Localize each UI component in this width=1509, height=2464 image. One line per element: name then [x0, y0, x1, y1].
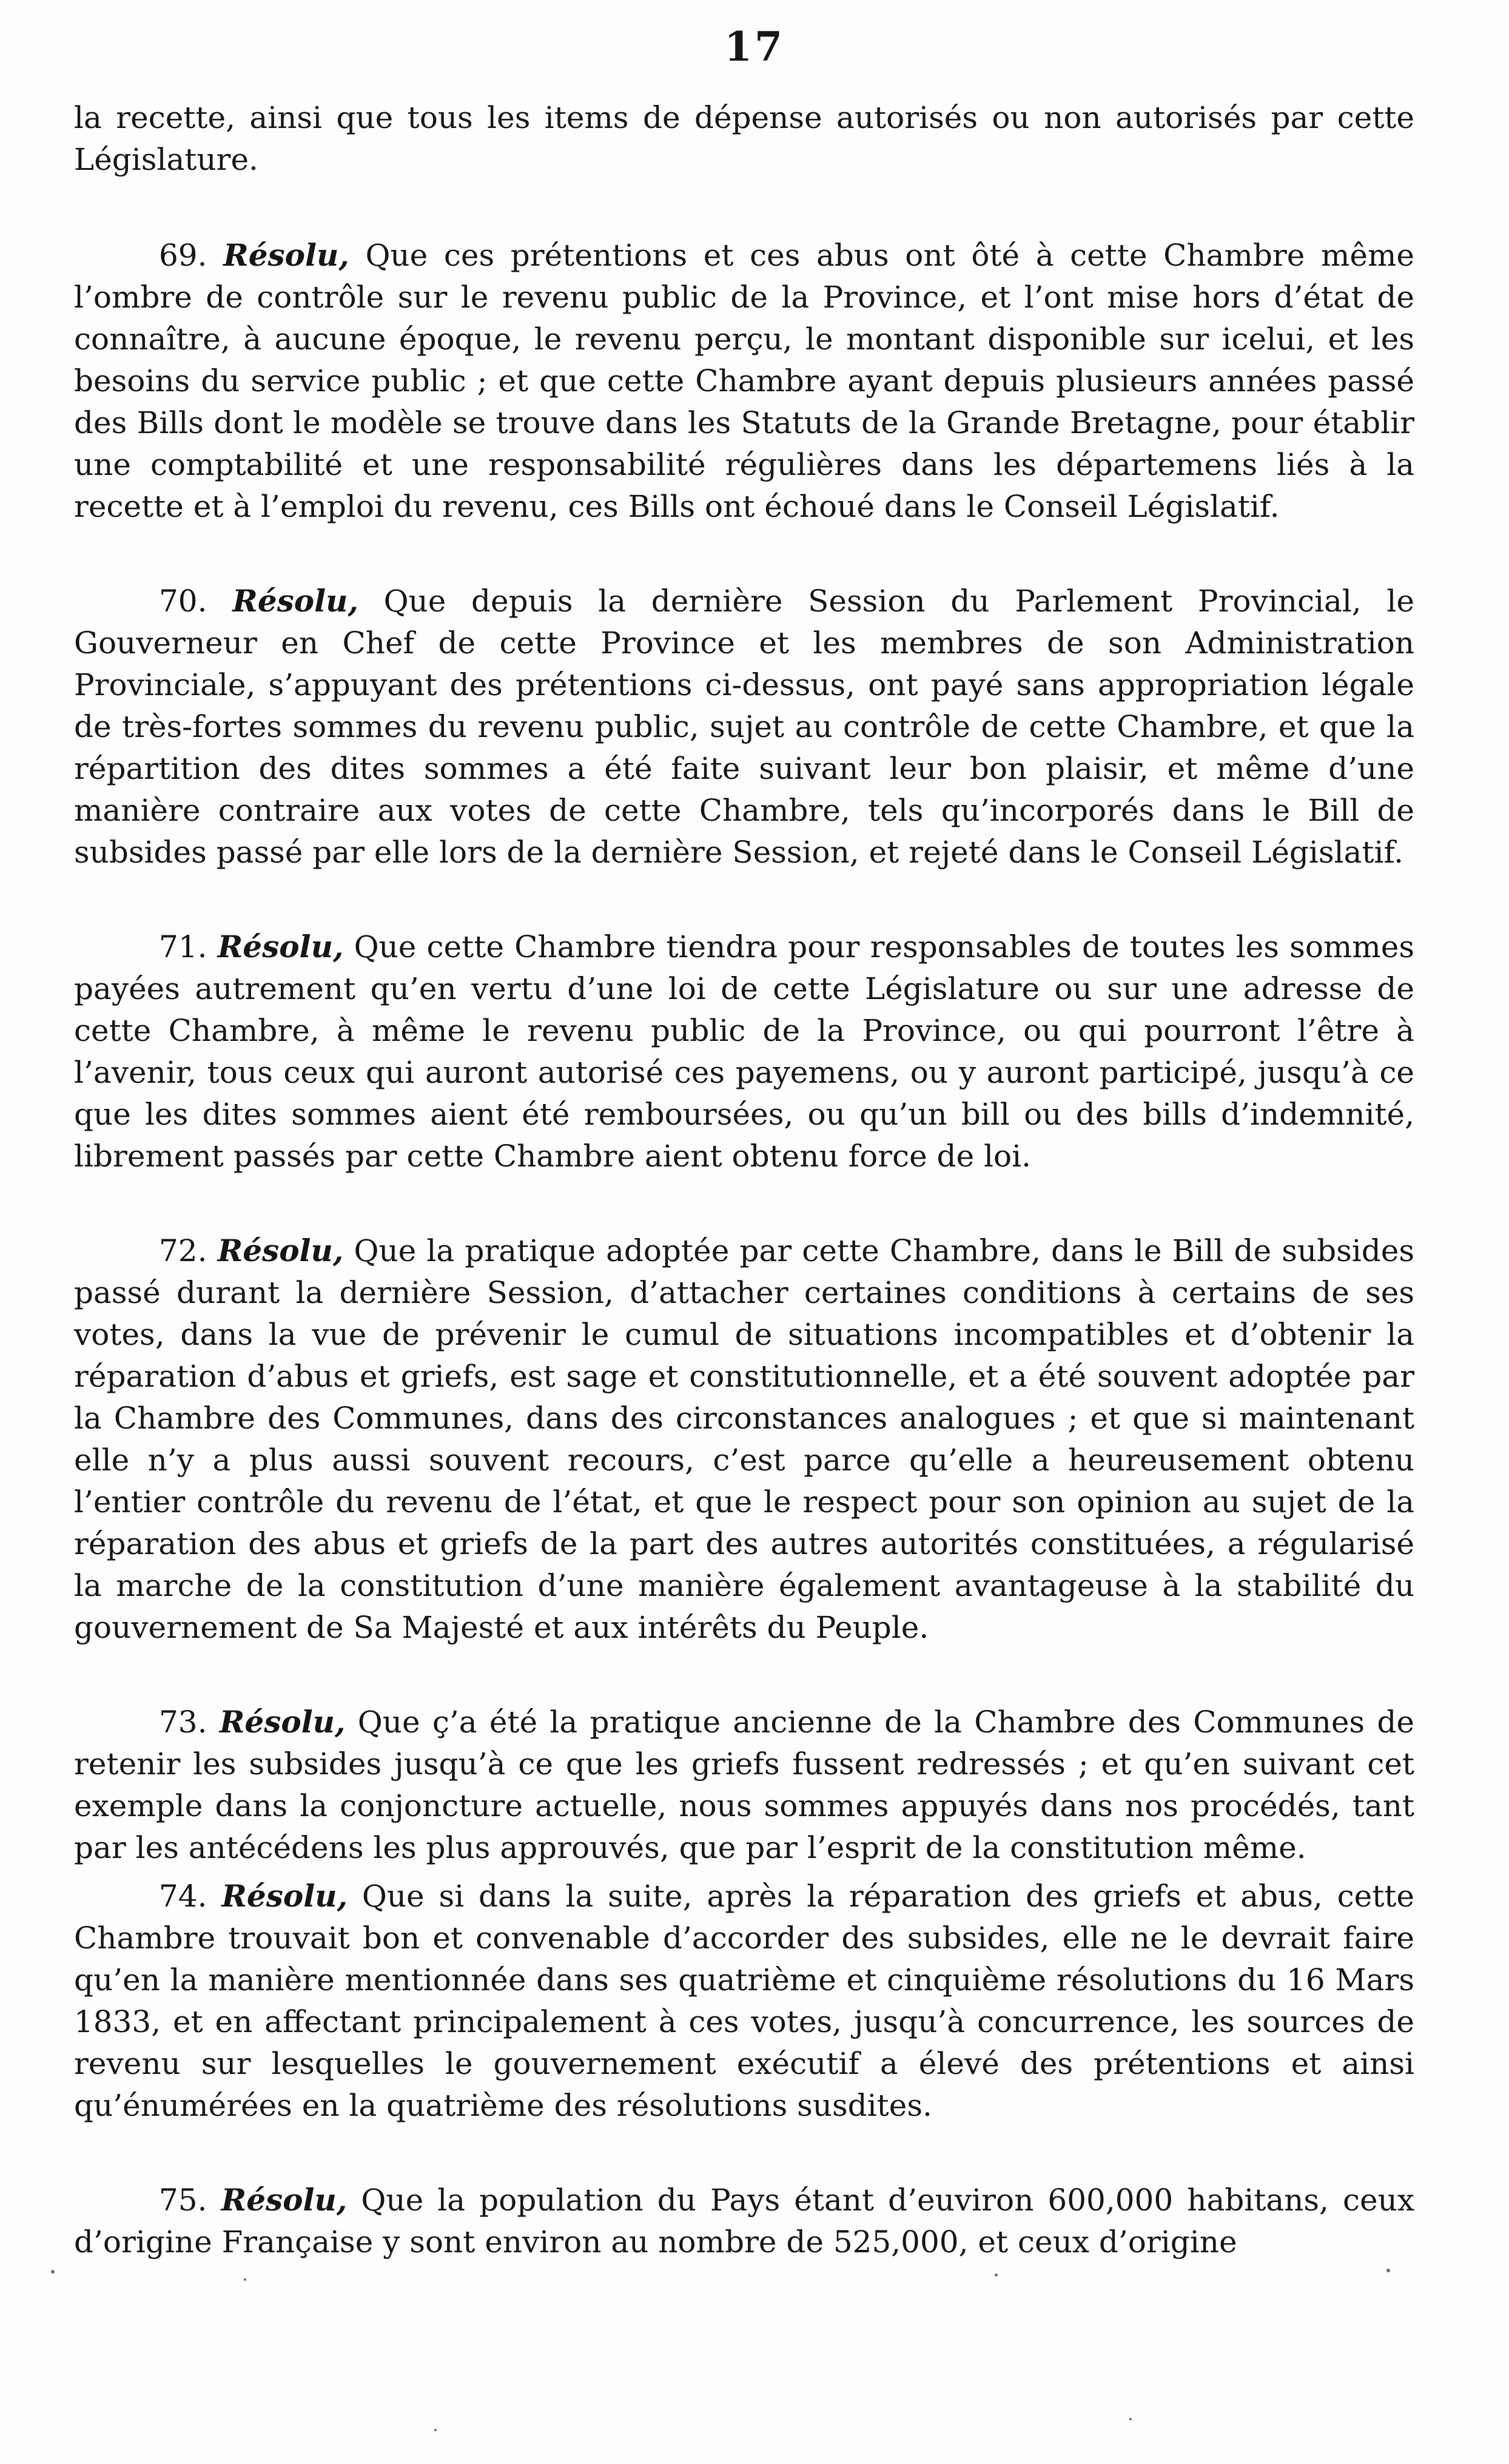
resolution-text: Que la population du Pays étant d’euviron 600,000 habitans, ceux d’origine Française y sont environ au nombre de 525,000, et ceux d’origine — [74, 2183, 1414, 2260]
resolution-73 — [74, 1701, 1414, 1869]
resolution-label: Résolu, — [221, 1878, 348, 1914]
resolution-number: 74. — [159, 1879, 207, 1914]
resolution-text: Que si dans la suite, après la réparation des griefs et abus, cette Chambre trouvait bon et convenable d’accorder des subsides, elle ne le devrait faire qu’en la manière mentionnée dans ses quatrième et cinquième résolutions du 16 Mars 1833, et en affectant principalement à ces votes, jusqu’à concurrence, les sources de revenu sur lesquelles le gouvernement exécutif a élevé des prétentions et ainsi qu’énumérées en la quatrième des résolutions susdites. — [74, 1879, 1414, 2123]
page-number: 17 — [724, 23, 785, 70]
print-speck — [1386, 2269, 1390, 2272]
resolution-label: Résolu, — [223, 237, 349, 273]
resolution-text: Que ces prétentions et ces abus ont ôté à cette Chambre même l’ombre de contrôle sur le revenu public de la Province, et l’ont mise hors d’état de connaître, à aucune époque, le revenu perçu, le montant disponible sur icelui, et les besoins du service public ; et que cette Chambre ayant depuis plusieurs années passé des Bills dont le modèle se trouve dans les Statuts de la Grande Bretagne, pour établir une comptabilité et une responsabilité régulières dans les départemens liés à la recette et à l’emploi du revenu, ces Bills ont échoué dans le Conseil Législatif. — [74, 238, 1414, 524]
print-speck — [995, 2274, 998, 2277]
resolution-label: Résolu, — [217, 929, 344, 964]
resolution-72 — [74, 1230, 1414, 1649]
resolution-71 — [74, 926, 1414, 1177]
print-speck — [244, 2278, 246, 2281]
resolution-number: 69. — [159, 238, 207, 273]
print-speck — [51, 2270, 55, 2274]
resolution-label: Résolu, — [219, 1704, 346, 1740]
resolution-label: Résolu, — [232, 583, 358, 619]
resolution-number: 71. — [159, 929, 207, 964]
resolution-label: Résolu, — [217, 1233, 344, 1268]
continuation-paragraph: la recette, ainsi que tous les items de dépense autorisés ou non autorisés par cette Législature. — [74, 100, 1414, 177]
resolution-text: Que cette Chambre tiendra pour responsables de toutes les sommes payées autrement qu’en vertu d’une loi de cette Législature ou sur une adresse de cette Chambre, à même le revenu public de la Province, ou qui pourront l’être à l’avenir, tous ceux qui auront autorisé ces payemens, ou y auront participé, jusqu’à ce que les dites sommes aient été remboursées, ou qu’un bill ou des bills d’indemnité, librement passés par cette Chambre aient obtenu force de loi. — [74, 929, 1414, 1174]
document-body — [74, 97, 1414, 2263]
resolution-number: 73. — [159, 1705, 207, 1740]
print-speck — [434, 2429, 437, 2431]
resolution-75 — [74, 2179, 1414, 2263]
resolution-label: Résolu, — [221, 2182, 348, 2218]
resolution-number: 75. — [159, 2183, 207, 2218]
resolution-70 — [74, 580, 1414, 874]
resolution-text: Que la pratique adoptée par cette Chambre, dans le Bill de subsides passé durant la dernière Session, d’attacher certaines conditions à certains de ses votes, dans la vue de prévenir le cumul de situations incompatibles et d’obtenir la réparation d’abus et griefs, est sage et constitutionnelle, et a été souvent adoptée par la Chambre des Communes, dans des circonstances analogues ; et que si maintenant elle n’y a plus aussi souvent recours, c’est parce qu’elle a heureusement obtenu l’entier contrôle du revenu de l’état, et que le respect pour son opinion au sujet de la réparation des abus et griefs de la part des autres autorités constituées, a régularisé la marche de la constitution d’une manière également avantageuse à la stabilité du gouvernement de Sa Majesté et aux intérêts du Peuple. — [74, 1233, 1414, 1645]
print-speck — [1129, 2418, 1132, 2420]
resolution-number: 70. — [159, 584, 207, 619]
resolution-number: 72. — [159, 1233, 207, 1268]
resolution-text: Que ç’a été la pratique ancienne de la Chambre des Communes de retenir les subsides jusqu’à ce que les griefs fussent redressés ; et qu’en suivant cet exemple dans la conjoncture actuelle, nous sommes appuyés dans nos procédés, tant par les antécédens les plus approuvés, que par l’esprit de la constitution même. — [74, 1705, 1414, 1865]
resolution-69 — [74, 234, 1414, 528]
resolution-text: Que depuis la dernière Session du Parlement Provincial, le Gouverneur en Chef de cette Province et les membres de son Administration Provinciale, s’appuyant des prétentions ci-dessus, ont payé sans appropriation légale de très-fortes sommes du revenu public, sujet au contrôle de cette Chambre, et que la répartition des dites sommes a été faite suivant leur bon plaisir, et même d’une manière contraire aux votes de cette Chambre, tels qu’incorporés dans le Bill de subsides passé par elle lors de la dernière Session, et rejeté dans le Conseil Législatif. — [74, 584, 1414, 870]
resolution-74 — [74, 1875, 1414, 2127]
